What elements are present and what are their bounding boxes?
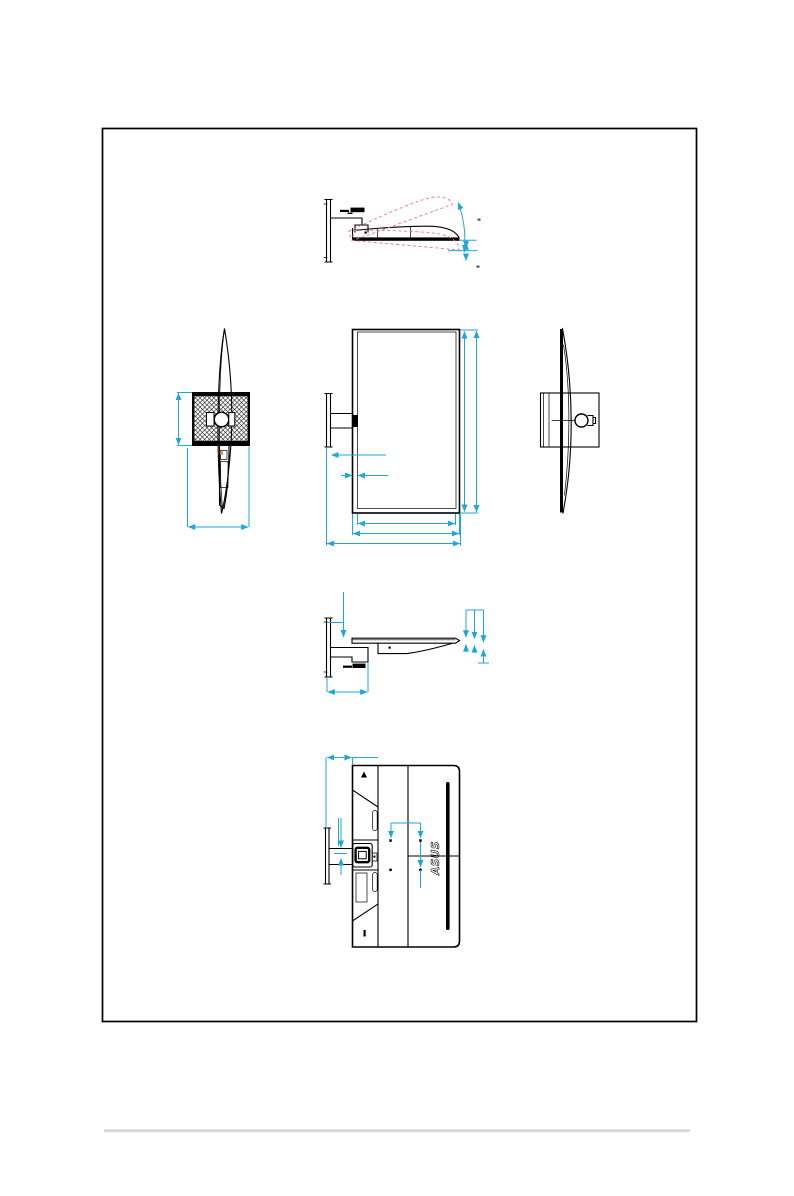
rear-dimensions	[326, 758, 421, 889]
tilt-range-outlines	[347, 191, 460, 250]
drawing-frame	[103, 129, 697, 1022]
orientation-triangle	[361, 772, 367, 778]
width-dimensions	[327, 448, 461, 546]
vent-bar	[446, 782, 450, 930]
rear-view-rotated	[324, 758, 460, 948]
bezel-inner-line	[358, 332, 457, 509]
cable-hole-accent	[220, 452, 223, 455]
angle-label-mark	[478, 219, 481, 221]
tilt-angle-dimension	[448, 203, 481, 268]
asus-logo: ASUS	[430, 841, 442, 875]
side-view	[324, 592, 489, 692]
vent-slot	[373, 873, 378, 892]
clamp-detail	[340, 208, 365, 214]
hinge-hole	[214, 412, 229, 427]
stand-base-hinge-view	[541, 329, 600, 514]
stand-base-rear-view	[177, 329, 250, 528]
tilt-side-view	[324, 191, 481, 268]
side-dimensions	[327, 592, 489, 692]
vesa-holes	[389, 839, 421, 871]
height-dimensions	[460, 330, 478, 513]
front-view-rotated	[325, 330, 478, 546]
stand-hinge-block	[353, 415, 359, 427]
panel-outline	[353, 330, 460, 514]
stand-hinge-assembly	[353, 840, 379, 870]
vent-slot	[373, 811, 378, 831]
slab-base-bar	[352, 237, 460, 240]
footer-rule	[104, 1129, 690, 1132]
vesa-mount-plate	[192, 392, 250, 446]
clamp-detail	[343, 664, 366, 668]
label-area	[356, 873, 367, 902]
hinge-circle	[575, 414, 588, 427]
angle-label-mark	[477, 266, 480, 268]
bezel-dimensions	[332, 455, 389, 476]
